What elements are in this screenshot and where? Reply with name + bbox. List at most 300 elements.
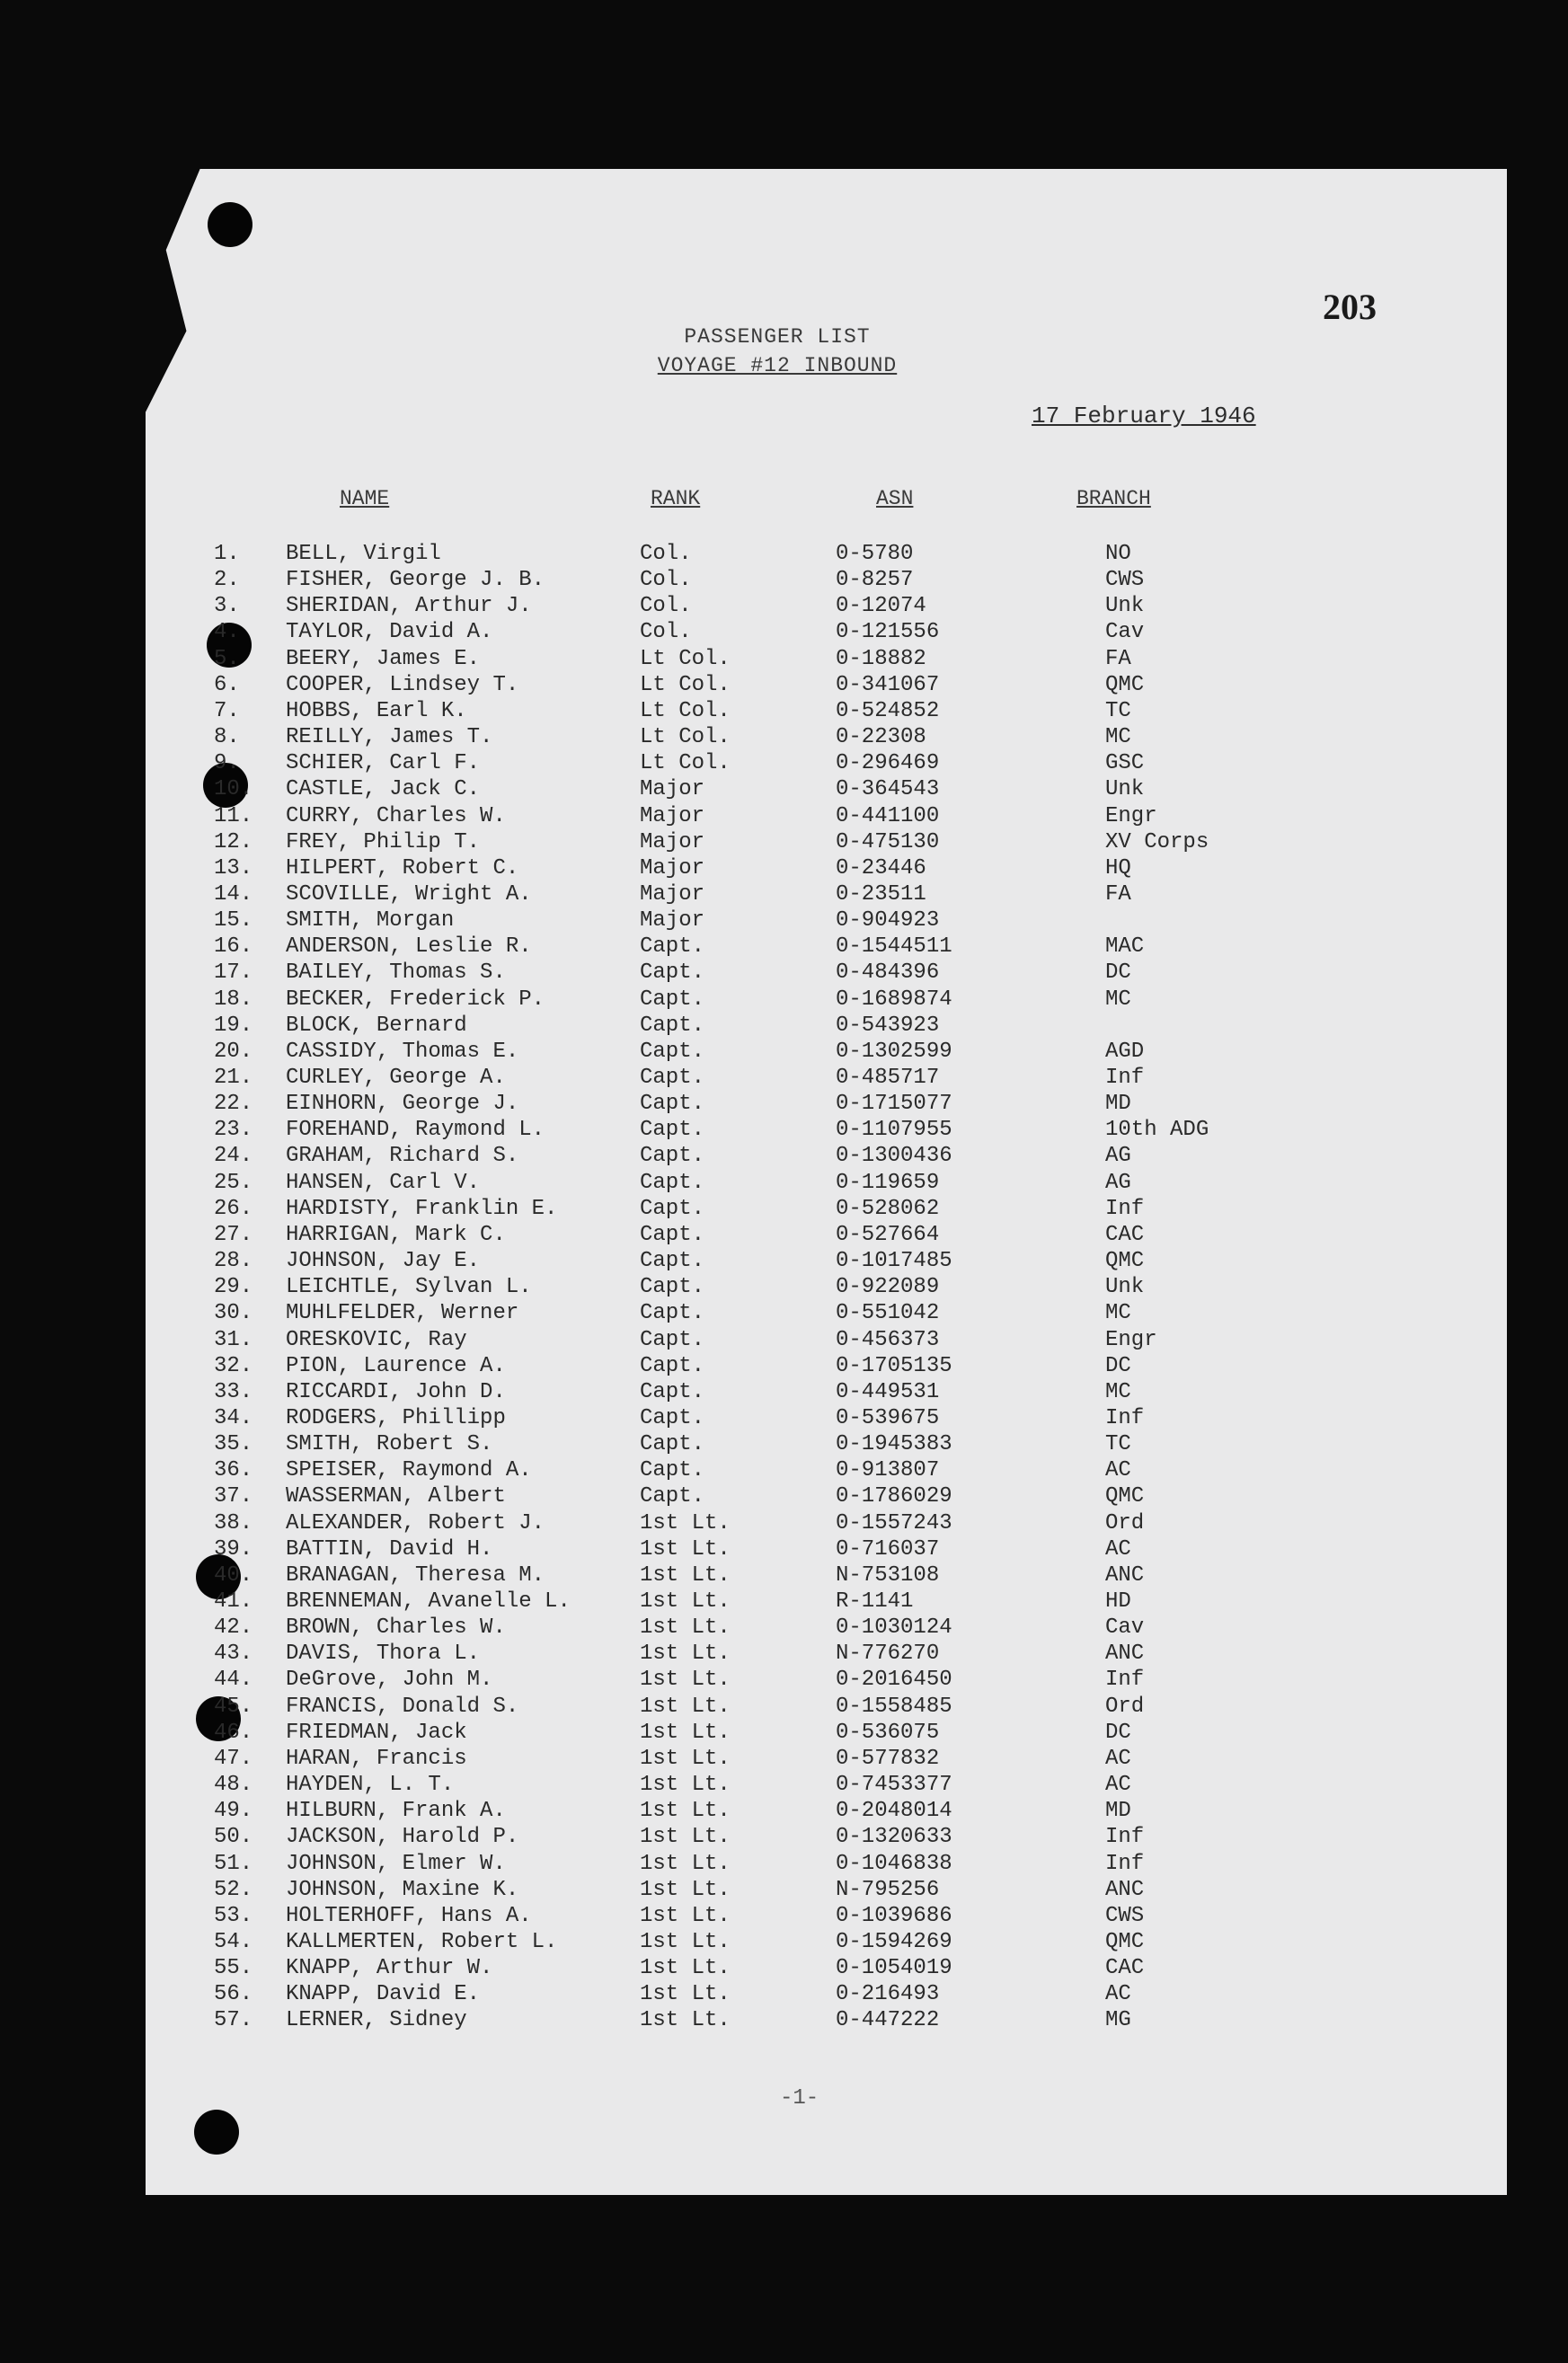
table-row: [0, 934, 1568, 960]
passenger-rank: Capt.: [640, 1354, 705, 1378]
table-row: [0, 804, 1568, 830]
passenger-branch: ANC: [1105, 1563, 1145, 1588]
row-number: 10.: [214, 777, 253, 801]
table-row: [0, 908, 1568, 934]
passenger-name: CURRY, Charles W.: [286, 804, 506, 828]
table-row: [0, 1354, 1568, 1380]
passenger-rank: 1st Lt.: [640, 1930, 731, 1954]
row-number: 56.: [214, 1982, 253, 2006]
row-number: 57.: [214, 2008, 253, 2032]
table-row: [0, 1904, 1568, 1930]
passenger-rank: Capt.: [640, 960, 705, 985]
document-title: PASSENGER LIST: [684, 325, 871, 349]
passenger-asn: 0-8257: [836, 568, 914, 592]
passenger-branch: MD: [1105, 1092, 1131, 1116]
passenger-branch: FA: [1105, 647, 1131, 671]
passenger-asn: 0-484396: [836, 960, 940, 985]
passenger-rank: Capt.: [640, 1066, 705, 1090]
passenger-name: HARDISTY, Franklin E.: [286, 1197, 558, 1221]
passenger-asn: 0-1594269: [836, 1930, 952, 1954]
passenger-rank: Major: [640, 830, 705, 854]
table-row: [0, 1484, 1568, 1510]
column-header-asn: ASN: [876, 487, 914, 510]
passenger-rank: Capt.: [640, 1301, 705, 1325]
passenger-rank: Capt.: [640, 1040, 705, 1064]
passenger-branch: FA: [1105, 882, 1131, 907]
passenger-name: HOLTERHOFF, Hans A.: [286, 1904, 532, 1928]
passenger-name: FREY, Philip T.: [286, 830, 481, 854]
passenger-asn: 0-1945383: [836, 1432, 952, 1456]
passenger-name: EINHORN, George J.: [286, 1092, 519, 1116]
passenger-branch: AC: [1105, 1982, 1131, 2006]
passenger-asn: 0-447222: [836, 2008, 940, 2032]
row-number: 8.: [214, 725, 240, 749]
table-row: [0, 1799, 1568, 1825]
passenger-rank: Capt.: [640, 987, 705, 1012]
passenger-name: LEICHTLE, Sylvan L.: [286, 1275, 532, 1299]
passenger-rank: Capt.: [640, 1380, 705, 1404]
passenger-branch: MC: [1105, 1380, 1131, 1404]
passenger-asn: 0-1030124: [836, 1615, 952, 1640]
passenger-branch: Unk: [1105, 594, 1145, 618]
passenger-rank: Capt.: [640, 1118, 705, 1142]
passenger-branch: AG: [1105, 1144, 1131, 1168]
row-number: 40.: [214, 1563, 253, 1588]
row-number: 4.: [214, 620, 240, 644]
passenger-asn: 0-1558485: [836, 1695, 952, 1719]
passenger-asn: 0-922089: [836, 1275, 940, 1299]
table-row: [0, 725, 1568, 751]
passenger-name: HARAN, Francis: [286, 1747, 467, 1771]
passenger-name: LERNER, Sidney: [286, 2008, 467, 2032]
passenger-asn: 0-456373: [836, 1328, 940, 1352]
passenger-rank: 1st Lt.: [640, 1668, 731, 1692]
row-number: 33.: [214, 1380, 253, 1404]
row-number: 30.: [214, 1301, 253, 1325]
passenger-name: FOREHAND, Raymond L.: [286, 1118, 545, 1142]
row-number: 39.: [214, 1537, 253, 1562]
passenger-branch: TC: [1105, 1432, 1131, 1456]
passenger-rank: Major: [640, 908, 705, 933]
row-number: 29.: [214, 1275, 253, 1299]
passenger-name: JOHNSON, Elmer W.: [286, 1852, 506, 1876]
table-row: [0, 1328, 1568, 1354]
passenger-rank: 1st Lt.: [640, 1642, 731, 1666]
passenger-asn: 0-364543: [836, 777, 940, 801]
passenger-branch: Ord: [1105, 1695, 1145, 1719]
row-number: 44.: [214, 1668, 253, 1692]
table-row: [0, 1406, 1568, 1432]
passenger-branch: CWS: [1105, 568, 1145, 592]
passenger-rank: 1st Lt.: [640, 1982, 731, 2006]
table-row: [0, 830, 1568, 856]
passenger-branch: Cav: [1105, 1615, 1145, 1640]
row-number: 2.: [214, 568, 240, 592]
passenger-rank: 1st Lt.: [640, 1563, 731, 1588]
passenger-rank: Capt.: [640, 1144, 705, 1168]
passenger-name: RICCARDI, John D.: [286, 1380, 506, 1404]
table-row: [0, 1144, 1568, 1170]
passenger-branch: Inf: [1105, 1066, 1145, 1090]
passenger-asn: 0-216493: [836, 1982, 940, 2006]
table-row: [0, 1171, 1568, 1197]
row-number: 53.: [214, 1904, 253, 1928]
row-number: 54.: [214, 1930, 253, 1954]
passenger-branch: Inf: [1105, 1197, 1145, 1221]
passenger-asn: 0-121556: [836, 620, 940, 644]
passenger-branch: CWS: [1105, 1904, 1145, 1928]
passenger-name: HARRIGAN, Mark C.: [286, 1223, 506, 1247]
passenger-name: FRANCIS, Donald S.: [286, 1695, 519, 1719]
table-row: [0, 1249, 1568, 1275]
row-number: 27.: [214, 1223, 253, 1247]
table-row: [0, 1511, 1568, 1537]
passenger-rank: Major: [640, 856, 705, 881]
passenger-rank: 1st Lt.: [640, 1878, 731, 1902]
passenger-rank: 1st Lt.: [640, 1956, 731, 1980]
passenger-branch: DC: [1105, 1354, 1131, 1378]
passenger-branch: AG: [1105, 1171, 1131, 1195]
table-row: [0, 751, 1568, 777]
table-row: [0, 699, 1568, 725]
row-number: 7.: [214, 699, 240, 723]
passenger-branch: NO: [1105, 542, 1131, 566]
passenger-branch: DC: [1105, 960, 1131, 985]
row-number: 34.: [214, 1406, 253, 1430]
table-row: [0, 856, 1568, 882]
passenger-name: HILBURN, Frank A.: [286, 1799, 506, 1823]
passenger-rank: Lt Col.: [640, 673, 731, 697]
row-number: 11.: [214, 804, 253, 828]
passenger-asn: 0-716037: [836, 1537, 940, 1562]
row-number: 49.: [214, 1799, 253, 1823]
passenger-asn: 0-1302599: [836, 1040, 952, 1064]
passenger-rank: Major: [640, 777, 705, 801]
passenger-branch: QMC: [1105, 1484, 1145, 1509]
passenger-rank: Lt Col.: [640, 699, 731, 723]
passenger-asn: 0-485717: [836, 1066, 940, 1090]
passenger-name: FRIEDMAN, Jack: [286, 1721, 467, 1745]
passenger-rank: Col.: [640, 620, 692, 644]
row-number: 14.: [214, 882, 253, 907]
row-number: 46.: [214, 1721, 253, 1745]
passenger-asn: 0-524852: [836, 699, 940, 723]
passenger-asn: 0-449531: [836, 1380, 940, 1404]
row-number: 17.: [214, 960, 253, 985]
table-row: [0, 1930, 1568, 1956]
passenger-branch: QMC: [1105, 1930, 1145, 1954]
passenger-branch: MAC: [1105, 934, 1145, 959]
row-number: 1.: [214, 542, 240, 566]
table-row: [0, 1432, 1568, 1458]
table-row: [0, 620, 1568, 646]
passenger-name: KNAPP, Arthur W.: [286, 1956, 493, 1980]
passenger-asn: 0-1715077: [836, 1092, 952, 1116]
passenger-name: BRANAGAN, Theresa M.: [286, 1563, 545, 1588]
passenger-rank: 1st Lt.: [640, 1825, 731, 1849]
passenger-name: SCHIER, Carl F.: [286, 751, 481, 775]
passenger-rank: Capt.: [640, 1249, 705, 1273]
passenger-rank: Capt.: [640, 1092, 705, 1116]
passenger-rank: 1st Lt.: [640, 1747, 731, 1771]
passenger-name: ANDERSON, Leslie R.: [286, 934, 532, 959]
row-number: 24.: [214, 1144, 253, 1168]
passenger-rank: 1st Lt.: [640, 1904, 731, 1928]
table-row: [0, 1852, 1568, 1878]
passenger-name: ALEXANDER, Robert J.: [286, 1511, 545, 1536]
passenger-branch: HQ: [1105, 856, 1131, 881]
passenger-rank: Lt Col.: [640, 647, 731, 671]
passenger-name: REILLY, James T.: [286, 725, 493, 749]
table-row: [0, 568, 1568, 594]
row-number: 45.: [214, 1695, 253, 1719]
passenger-branch: AC: [1105, 1773, 1131, 1797]
passenger-name: PION, Laurence A.: [286, 1354, 506, 1378]
passenger-asn: 0-528062: [836, 1197, 940, 1221]
passenger-asn: N-776270: [836, 1642, 940, 1666]
passenger-asn: 0-23446: [836, 856, 926, 881]
passenger-name: DAVIS, Thora L.: [286, 1642, 481, 1666]
passenger-rank: 1st Lt.: [640, 2008, 731, 2032]
table-row: [0, 1668, 1568, 1694]
passenger-asn: 0-1320633: [836, 1825, 952, 1849]
table-row: [0, 1040, 1568, 1066]
passenger-rank: Capt.: [640, 934, 705, 959]
passenger-asn: N-795256: [836, 1878, 940, 1902]
passenger-branch: Unk: [1105, 1275, 1145, 1299]
passenger-branch: Cav: [1105, 620, 1145, 644]
passenger-rank: Capt.: [640, 1432, 705, 1456]
passenger-asn: 0-441100: [836, 804, 940, 828]
passenger-asn: 0-2016450: [836, 1668, 952, 1692]
passenger-name: KALLMERTEN, Robert L.: [286, 1930, 558, 1954]
passenger-name: JACKSON, Harold P.: [286, 1825, 519, 1849]
passenger-rank: Capt.: [640, 1406, 705, 1430]
table-row: [0, 1695, 1568, 1721]
row-number: 35.: [214, 1432, 253, 1456]
table-row: [0, 647, 1568, 673]
passenger-name: BELL, Virgil: [286, 542, 441, 566]
passenger-rank: Capt.: [640, 1171, 705, 1195]
passenger-rank: 1st Lt.: [640, 1695, 731, 1719]
table-row: [0, 542, 1568, 568]
passenger-name: WASSERMAN, Albert: [286, 1484, 506, 1509]
passenger-branch: ANC: [1105, 1642, 1145, 1666]
row-number: 42.: [214, 1615, 253, 1640]
passenger-asn: 0-1689874: [836, 987, 952, 1012]
table-row: [0, 987, 1568, 1013]
passenger-branch: QMC: [1105, 1249, 1145, 1273]
row-number: 23.: [214, 1118, 253, 1142]
passenger-name: BROWN, Charles W.: [286, 1615, 506, 1640]
row-number: 28.: [214, 1249, 253, 1273]
passenger-rank: Col.: [640, 542, 692, 566]
table-row: [0, 1878, 1568, 1904]
row-number: 22.: [214, 1092, 253, 1116]
passenger-rank: 1st Lt.: [640, 1615, 731, 1640]
table-row: [0, 1642, 1568, 1668]
passenger-asn: 0-1039686: [836, 1904, 952, 1928]
passenger-asn: 0-1705135: [836, 1354, 952, 1378]
row-number: 5.: [214, 647, 240, 671]
passenger-rank: Col.: [640, 568, 692, 592]
passenger-rank: Major: [640, 882, 705, 907]
passenger-rank: Major: [640, 804, 705, 828]
table-row: [0, 1537, 1568, 1563]
passenger-asn: N-753108: [836, 1563, 940, 1588]
table-row: [0, 673, 1568, 699]
row-number: 32.: [214, 1354, 253, 1378]
passenger-branch: Engr: [1105, 804, 1157, 828]
passenger-asn: 0-904923: [836, 908, 940, 933]
passenger-asn: 0-296469: [836, 751, 940, 775]
table-row: [0, 960, 1568, 987]
table-row: [0, 882, 1568, 908]
row-number: 21.: [214, 1066, 253, 1090]
passenger-asn: 0-12074: [836, 594, 926, 618]
table-row: [0, 1197, 1568, 1223]
passenger-branch: AC: [1105, 1458, 1131, 1482]
passenger-name: SMITH, Robert S.: [286, 1432, 493, 1456]
passenger-asn: 0-119659: [836, 1171, 940, 1195]
passenger-asn: 0-1054019: [836, 1956, 952, 1980]
row-number: 48.: [214, 1773, 253, 1797]
passenger-asn: 0-2048014: [836, 1799, 952, 1823]
passenger-name: BAILEY, Thomas S.: [286, 960, 506, 985]
passenger-branch: Unk: [1105, 777, 1145, 801]
passenger-asn: 0-527664: [836, 1223, 940, 1247]
passenger-asn: 0-5780: [836, 542, 914, 566]
table-row: [0, 1013, 1568, 1040]
table-row: [0, 1066, 1568, 1092]
row-number: 18.: [214, 987, 253, 1012]
table-row: [0, 1721, 1568, 1747]
table-row: [0, 2008, 1568, 2034]
passenger-branch: MC: [1105, 725, 1131, 749]
row-number: 37.: [214, 1484, 253, 1509]
passenger-asn: 0-1557243: [836, 1511, 952, 1536]
passenger-asn: 0-1046838: [836, 1852, 952, 1876]
passenger-asn: 0-22308: [836, 725, 926, 749]
table-row: [0, 1773, 1568, 1799]
table-row: [0, 1825, 1568, 1851]
passenger-rank: Capt.: [640, 1223, 705, 1247]
passenger-branch: DC: [1105, 1721, 1131, 1745]
passenger-asn: 0-536075: [836, 1721, 940, 1745]
row-number: 20.: [214, 1040, 253, 1064]
passenger-name: HAYDEN, L. T.: [286, 1773, 455, 1797]
table-row: [0, 777, 1568, 803]
passenger-branch: MC: [1105, 987, 1131, 1012]
row-number: 55.: [214, 1956, 253, 1980]
passenger-name: CASTLE, Jack C.: [286, 777, 481, 801]
passenger-name: BECKER, Frederick P.: [286, 987, 545, 1012]
passenger-name: BLOCK, Bernard: [286, 1013, 467, 1038]
table-row: [0, 1118, 1568, 1144]
passenger-name: BEERY, James E.: [286, 647, 481, 671]
row-number: 3.: [214, 594, 240, 618]
passenger-rank: 1st Lt.: [640, 1852, 731, 1876]
passenger-branch: TC: [1105, 699, 1131, 723]
passenger-asn: 0-577832: [836, 1747, 940, 1771]
passenger-branch: MC: [1105, 1301, 1131, 1325]
document-date: 17 February 1946: [1032, 403, 1256, 429]
row-number: 15.: [214, 908, 253, 933]
passenger-rank: Capt.: [640, 1484, 705, 1509]
passenger-branch: AC: [1105, 1747, 1131, 1771]
passenger-rank: 1st Lt.: [640, 1799, 731, 1823]
passenger-rank: Lt Col.: [640, 751, 731, 775]
passenger-name: SCOVILLE, Wright A.: [286, 882, 532, 907]
passenger-asn: 0-539675: [836, 1406, 940, 1430]
table-row: [0, 1615, 1568, 1642]
column-header-rank: RANK: [651, 487, 701, 510]
row-number: 25.: [214, 1171, 253, 1195]
table-row: [0, 1223, 1568, 1249]
row-number: 47.: [214, 1747, 253, 1771]
passenger-asn: 0-475130: [836, 830, 940, 854]
passenger-branch: CAC: [1105, 1223, 1145, 1247]
row-number: 51.: [214, 1852, 253, 1876]
passenger-rank: Col.: [640, 594, 692, 618]
passenger-name: BRENNEMAN, Avanelle L.: [286, 1589, 571, 1614]
passenger-rank: 1st Lt.: [640, 1721, 731, 1745]
row-number: 41.: [214, 1589, 253, 1614]
passenger-rank: Capt.: [640, 1458, 705, 1482]
passenger-name: CASSIDY, Thomas E.: [286, 1040, 519, 1064]
table-row: [0, 1956, 1568, 1982]
table-row: [0, 1563, 1568, 1589]
row-number: 50.: [214, 1825, 253, 1849]
passenger-branch: AC: [1105, 1537, 1131, 1562]
table-row: [0, 1982, 1568, 2008]
passenger-rank: Capt.: [640, 1013, 705, 1038]
passenger-name: GRAHAM, Richard S.: [286, 1144, 519, 1168]
row-number: 38.: [214, 1511, 253, 1536]
passenger-name: RODGERS, Phillipp: [286, 1406, 506, 1430]
passenger-rank: Capt.: [640, 1197, 705, 1221]
passenger-rank: 1st Lt.: [640, 1511, 731, 1536]
passenger-branch: Engr: [1105, 1328, 1157, 1352]
passenger-branch: GSC: [1105, 751, 1145, 775]
passenger-branch: Inf: [1105, 1406, 1145, 1430]
passenger-branch: CAC: [1105, 1956, 1145, 1980]
passenger-branch: MG: [1105, 2008, 1131, 2032]
row-number: 31.: [214, 1328, 253, 1352]
row-number: 52.: [214, 1878, 253, 1902]
punch-hole: [208, 202, 252, 247]
passenger-asn: 0-18882: [836, 647, 926, 671]
passenger-asn: 0-1017485: [836, 1249, 952, 1273]
passenger-branch: XV Corps: [1105, 830, 1209, 854]
passenger-asn: 0-1300436: [836, 1144, 952, 1168]
passenger-name: HILPERT, Robert C.: [286, 856, 519, 881]
passenger-name: BATTIN, David H.: [286, 1537, 493, 1562]
passenger-name: CURLEY, George A.: [286, 1066, 506, 1090]
row-number: 12.: [214, 830, 253, 854]
row-number: 19.: [214, 1013, 253, 1038]
passenger-name: TAYLOR, David A.: [286, 620, 493, 644]
row-number: 6.: [214, 673, 240, 697]
passenger-asn: 0-23511: [836, 882, 926, 907]
passenger-branch: QMC: [1105, 673, 1145, 697]
passenger-branch: Inf: [1105, 1852, 1145, 1876]
row-number: 16.: [214, 934, 253, 959]
passenger-branch: HD: [1105, 1589, 1131, 1614]
passenger-name: JOHNSON, Maxine K.: [286, 1878, 519, 1902]
table-row: [0, 1458, 1568, 1484]
passenger-name: COOPER, Lindsey T.: [286, 673, 519, 697]
